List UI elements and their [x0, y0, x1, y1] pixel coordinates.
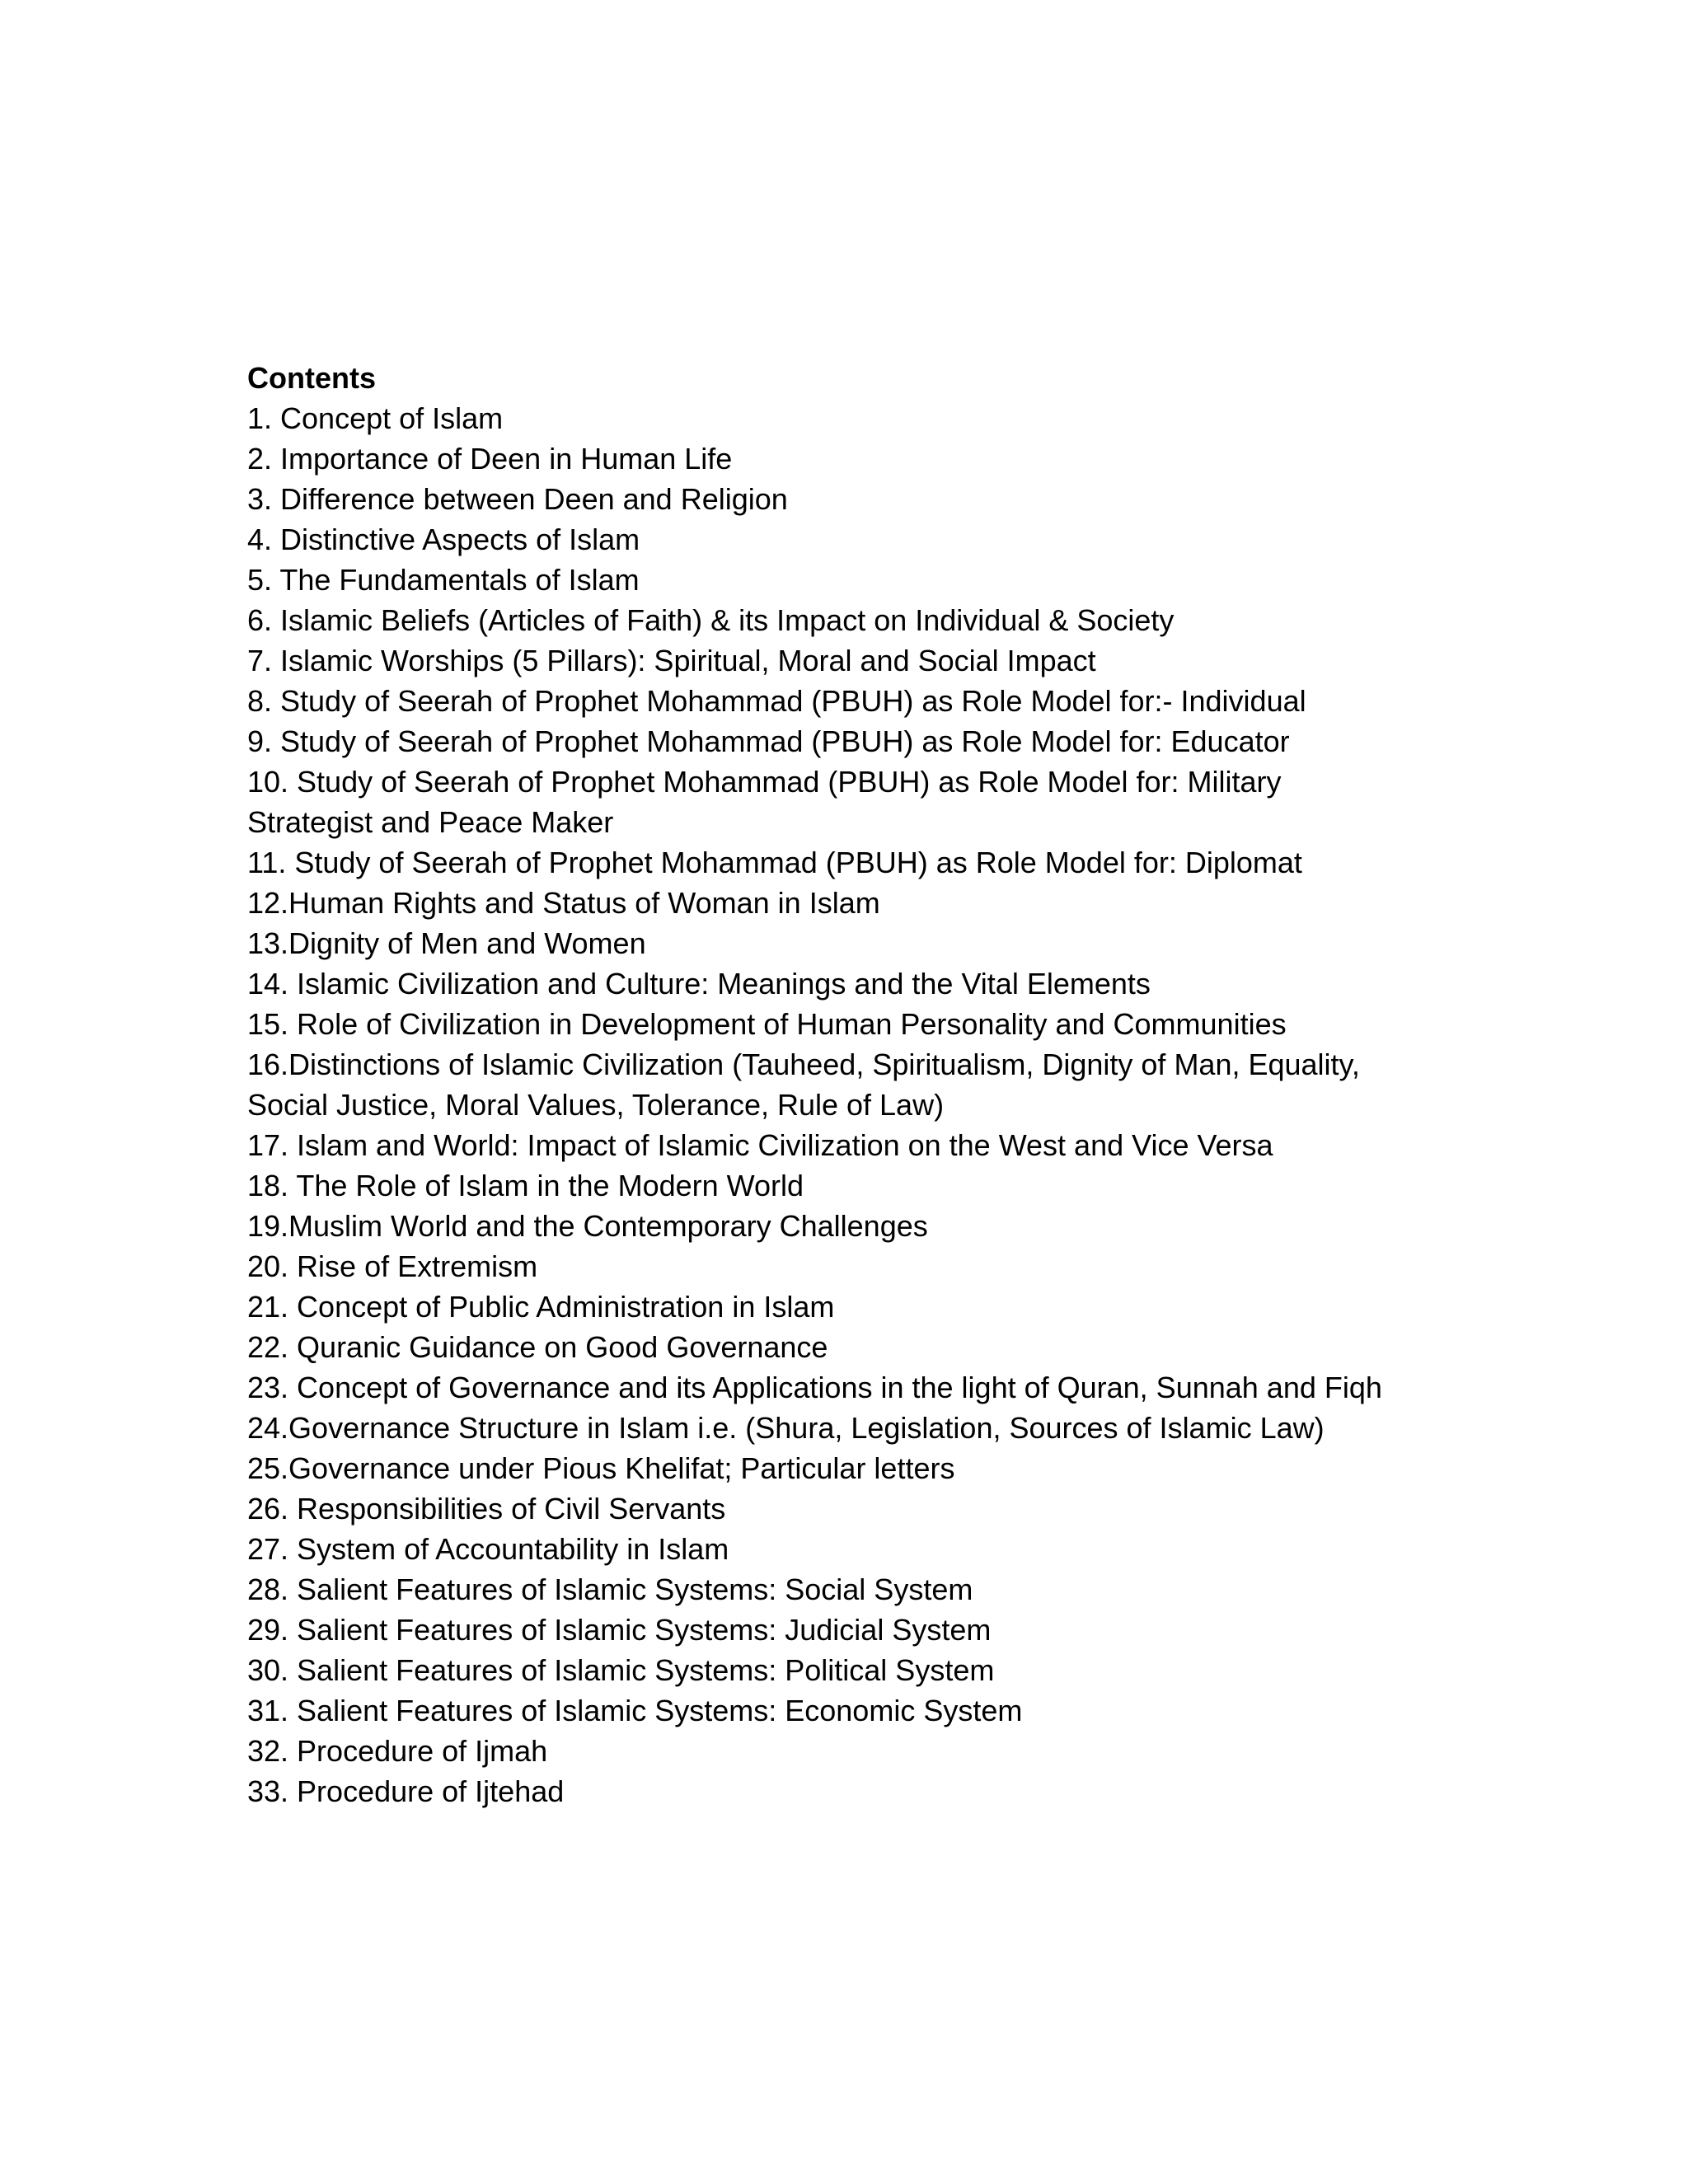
- contents-item: 32. Procedure of Ijmah: [247, 1734, 548, 1768]
- contents-item: 33. Procedure of Ijtehad: [247, 1774, 565, 1808]
- contents-item: 14. Islamic Civilization and Culture: Meanings and the Vital Elements: [247, 967, 1151, 1001]
- contents-item: 24.Governance Structure in Islam i.e. (Shura, Legislation, Sources of Islamic Law): [247, 1411, 1325, 1445]
- contents-item: 12.Human Rights and Status of Woman in Islam: [247, 886, 880, 920]
- contents-item: 5. The Fundamentals of Islam: [247, 563, 640, 597]
- contents-item: 18. The Role of Islam in the Modern World: [247, 1169, 804, 1202]
- contents-item: 17. Islam and World: Impact of Islamic Civilization on the West and Vice Versa: [247, 1128, 1273, 1162]
- contents-item: 22. Quranic Guidance on Good Governance: [247, 1330, 828, 1364]
- contents-item: 11. Study of Seerah of Prophet Mohammad (PBUH) as Role Model for: Diplomat: [247, 846, 1302, 879]
- contents-item: 16.Distinctions of Islamic Civilization (Tauheed, Spiritualism, Dignity of Man, Equality, Social Justice, Moral Values, Tolerance, Rule of Law): [247, 1047, 1360, 1122]
- contents-list: [247, 398, 1401, 1811]
- contents-item: 15. Role of Civilization in Development of Human Personality and Communities: [247, 1007, 1287, 1041]
- contents-item: 20. Rise of Extremism: [247, 1249, 538, 1283]
- contents-item: 31. Salient Features of Islamic Systems: Economic System: [247, 1694, 1023, 1727]
- contents-item: 28. Salient Features of Islamic Systems: Social System: [247, 1572, 973, 1606]
- contents-item: 21. Concept of Public Administration in Islam: [247, 1290, 835, 1324]
- table-of-contents: [247, 358, 1401, 1811]
- contents-item: 2. Importance of Deen in Human Life: [247, 442, 733, 476]
- contents-item: 9. Study of Seerah of Prophet Mohammad (PBUH) as Role Model for: Educator: [247, 724, 1290, 758]
- contents-item: 3. Difference between Deen and Religion: [247, 482, 788, 516]
- contents-item: 13.Dignity of Men and Women: [247, 926, 646, 960]
- contents-item: 10. Study of Seerah of Prophet Mohammad (PBUH) as Role Model for: Military Strategist and Peace Maker: [247, 765, 1282, 839]
- contents-item: 25.Governance under Pious Khelifat; Particular letters: [247, 1451, 955, 1485]
- contents-item: 26. Responsibilities of Civil Servants: [247, 1492, 726, 1526]
- contents-heading: Contents: [247, 361, 376, 395]
- contents-item: 30. Salient Features of Islamic Systems: Political System: [247, 1653, 995, 1687]
- contents-item: 4. Distinctive Aspects of Islam: [247, 523, 640, 556]
- contents-item: 1. Concept of Islam: [247, 401, 504, 435]
- contents-item: 29. Salient Features of Islamic Systems: Judicial System: [247, 1613, 992, 1647]
- contents-item: 7. Islamic Worships (5 Pillars): Spiritual, Moral and Social Impact: [247, 644, 1096, 677]
- contents-item: 19.Muslim World and the Contemporary Challenges: [247, 1209, 928, 1243]
- contents-item: 8. Study of Seerah of Prophet Mohammad (PBUH) as Role Model for:- Individual: [247, 684, 1306, 718]
- contents-item: 6. Islamic Beliefs (Articles of Faith) & its Impact on Individual & Society: [247, 603, 1175, 637]
- contents-item: 27. System of Accountability in Islam: [247, 1532, 729, 1566]
- contents-item: 23. Concept of Governance and its Applications in the light of Quran, Sunnah and Fiqh: [247, 1371, 1382, 1404]
